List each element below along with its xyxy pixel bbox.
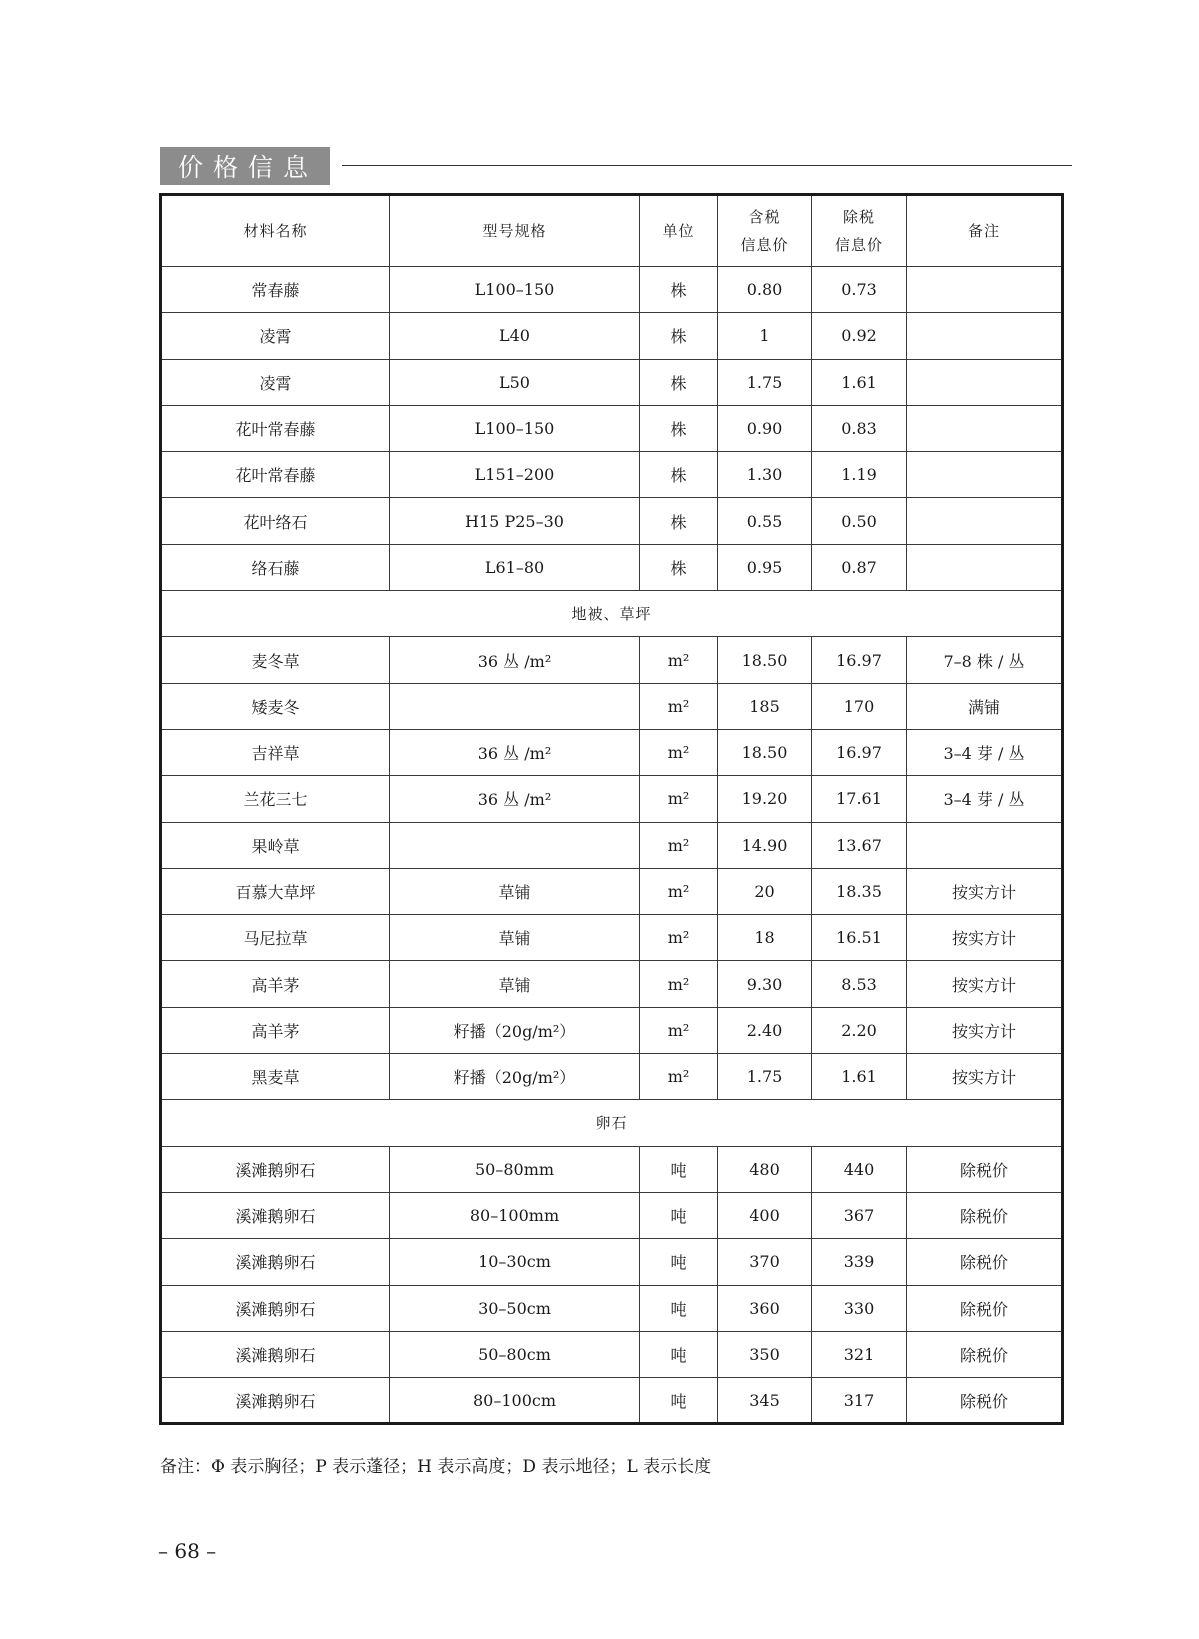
cell-tax-incl-price: 2.40 (718, 1007, 812, 1053)
cell-remark (907, 452, 1063, 498)
cell-remark: 按实方计 (907, 868, 1063, 914)
cell-tax-excl-price: 170 (812, 683, 907, 729)
col-header-tax-incl-line2: 信息价 (740, 236, 789, 254)
cell-name: 矮麦冬 (161, 683, 390, 729)
cell-tax-excl-price: 440 (812, 1146, 907, 1192)
cell-tax-incl-price: 345 (718, 1378, 812, 1424)
cell-tax-incl-price: 350 (718, 1331, 812, 1377)
cell-tax-excl-price: 0.83 (812, 405, 907, 451)
cell-name: 麦冬草 (161, 637, 390, 683)
table-row (161, 1239, 1063, 1285)
cell-name: 兰花三七 (161, 776, 390, 822)
cell-tax-incl-price: 20 (718, 868, 812, 914)
cell-name: 溪滩鹅卵石 (161, 1192, 390, 1238)
cell-name: 百慕大草坪 (161, 868, 390, 914)
cell-unit: 株 (640, 498, 718, 544)
col-header-tax-excl-line2: 信息价 (834, 236, 883, 254)
table-row (161, 1331, 1063, 1377)
cell-unit: 吨 (640, 1239, 718, 1285)
cell-spec (390, 683, 640, 729)
cell-name: 凌霄 (161, 359, 390, 405)
cell-tax-incl-price: 0.55 (718, 498, 812, 544)
cell-spec: L151–200 (390, 452, 640, 498)
group-row (161, 1100, 1063, 1146)
cell-unit: 株 (640, 405, 718, 451)
cell-unit: m² (640, 961, 718, 1007)
cell-tax-incl-price: 18.50 (718, 637, 812, 683)
cell-tax-excl-price: 17.61 (812, 776, 907, 822)
cell-tax-excl-price: 1.19 (812, 452, 907, 498)
cell-unit: 株 (640, 359, 718, 405)
cell-tax-incl-price: 360 (718, 1285, 812, 1331)
cell-tax-incl-price: 370 (718, 1239, 812, 1285)
cell-unit: 吨 (640, 1192, 718, 1238)
cell-spec: 30–50cm (390, 1285, 640, 1331)
cell-unit: 株 (640, 452, 718, 498)
cell-name: 花叶络石 (161, 498, 390, 544)
cell-unit: m² (640, 776, 718, 822)
section-header (160, 147, 1072, 185)
table-row (161, 313, 1063, 359)
table-row (161, 1054, 1063, 1100)
cell-unit: 吨 (640, 1285, 718, 1331)
cell-tax-incl-price: 400 (718, 1192, 812, 1238)
cell-remark (907, 313, 1063, 359)
group-label: 地被、草坪 (161, 591, 1063, 637)
cell-spec: 草铺 (390, 915, 640, 961)
table-row (161, 452, 1063, 498)
footnote: 备注：Φ 表示胸径；P 表示蓬径；H 表示高度；D 表示地径；L 表示长度 (160, 1457, 712, 1477)
cell-spec: L40 (390, 313, 640, 359)
cell-spec: L100–150 (390, 267, 640, 313)
cell-tax-excl-price: 0.50 (812, 498, 907, 544)
table-body (161, 267, 1063, 1424)
cell-remark: 3–4 芽 / 丛 (907, 729, 1063, 775)
cell-tax-excl-price: 16.97 (812, 637, 907, 683)
col-header-tax-excl (812, 195, 907, 267)
cell-name: 高羊茅 (161, 1007, 390, 1053)
table-row (161, 1146, 1063, 1192)
col-header-remark: 备注 (907, 195, 1063, 267)
cell-tax-incl-price: 0.90 (718, 405, 812, 451)
cell-remark: 除税价 (907, 1285, 1063, 1331)
cell-unit: m² (640, 1054, 718, 1100)
cell-unit: m² (640, 683, 718, 729)
cell-spec (390, 822, 640, 868)
cell-tax-incl-price: 1.30 (718, 452, 812, 498)
cell-tax-excl-price: 339 (812, 1239, 907, 1285)
cell-name: 吉祥草 (161, 729, 390, 775)
cell-spec: 50–80cm (390, 1331, 640, 1377)
cell-tax-excl-price: 1.61 (812, 359, 907, 405)
cell-remark: 3–4 芽 / 丛 (907, 776, 1063, 822)
table-row (161, 729, 1063, 775)
cell-tax-incl-price: 185 (718, 683, 812, 729)
cell-name: 凌霄 (161, 313, 390, 359)
cell-name: 花叶常春藤 (161, 405, 390, 451)
cell-spec: 50–80mm (390, 1146, 640, 1192)
cell-spec: 36 丛 /m² (390, 637, 640, 683)
cell-remark: 除税价 (907, 1378, 1063, 1424)
cell-unit: 吨 (640, 1146, 718, 1192)
cell-spec: 籽播（20g/m²） (390, 1007, 640, 1053)
cell-unit: m² (640, 822, 718, 868)
cell-unit: m² (640, 915, 718, 961)
cell-tax-incl-price: 1.75 (718, 1054, 812, 1100)
cell-remark: 满铺 (907, 683, 1063, 729)
table-row (161, 637, 1063, 683)
header-rule (342, 165, 1072, 166)
cell-name: 溪滩鹅卵石 (161, 1239, 390, 1285)
cell-tax-incl-price: 0.95 (718, 544, 812, 590)
price-table (159, 193, 1064, 1425)
cell-spec: 80–100cm (390, 1378, 640, 1424)
group-label: 卵石 (161, 1100, 1063, 1146)
table-row (161, 1378, 1063, 1424)
cell-name: 溪滩鹅卵石 (161, 1331, 390, 1377)
cell-remark: 按实方计 (907, 1054, 1063, 1100)
table-row (161, 961, 1063, 1007)
table-row (161, 683, 1063, 729)
col-header-unit: 单位 (640, 195, 718, 267)
table-row (161, 1192, 1063, 1238)
cell-name: 花叶常春藤 (161, 452, 390, 498)
cell-remark: 除税价 (907, 1331, 1063, 1377)
cell-unit: m² (640, 729, 718, 775)
cell-unit: 吨 (640, 1378, 718, 1424)
cell-name: 溪滩鹅卵石 (161, 1378, 390, 1424)
table-row (161, 1285, 1063, 1331)
table-row (161, 822, 1063, 868)
cell-tax-incl-price: 18.50 (718, 729, 812, 775)
cell-spec: 36 丛 /m² (390, 776, 640, 822)
cell-unit: m² (640, 637, 718, 683)
col-header-tax-excl-line1: 除税 (842, 208, 875, 226)
cell-tax-excl-price: 18.35 (812, 868, 907, 914)
group-row (161, 591, 1063, 637)
cell-tax-excl-price: 0.87 (812, 544, 907, 590)
cell-remark: 按实方计 (907, 915, 1063, 961)
cell-spec: H15 P25–30 (390, 498, 640, 544)
cell-tax-excl-price: 367 (812, 1192, 907, 1238)
cell-tax-excl-price: 0.73 (812, 267, 907, 313)
table-row (161, 544, 1063, 590)
cell-spec: 10–30cm (390, 1239, 640, 1285)
col-header-name: 材料名称 (161, 195, 390, 267)
cell-tax-incl-price: 1 (718, 313, 812, 359)
table-row (161, 776, 1063, 822)
cell-spec: L61–80 (390, 544, 640, 590)
page-number: – 68 – (158, 1539, 217, 1563)
cell-name: 络石藤 (161, 544, 390, 590)
cell-unit: m² (640, 1007, 718, 1053)
col-header-tax-incl (718, 195, 812, 267)
cell-tax-incl-price: 480 (718, 1146, 812, 1192)
cell-tax-incl-price: 1.75 (718, 359, 812, 405)
cell-tax-incl-price: 9.30 (718, 961, 812, 1007)
cell-tax-excl-price: 16.51 (812, 915, 907, 961)
cell-spec: 草铺 (390, 868, 640, 914)
table-row (161, 868, 1063, 914)
cell-remark: 按实方计 (907, 1007, 1063, 1053)
table-row (161, 267, 1063, 313)
cell-remark (907, 405, 1063, 451)
cell-remark: 7–8 株 / 丛 (907, 637, 1063, 683)
cell-tax-excl-price: 321 (812, 1331, 907, 1377)
cell-tax-excl-price: 330 (812, 1285, 907, 1331)
cell-remark: 除税价 (907, 1239, 1063, 1285)
cell-remark (907, 267, 1063, 313)
table-row (161, 915, 1063, 961)
cell-tax-excl-price: 0.92 (812, 313, 907, 359)
cell-spec: 籽播（20g/m²） (390, 1054, 640, 1100)
cell-unit: 株 (640, 267, 718, 313)
cell-remark: 除税价 (907, 1146, 1063, 1192)
table-row (161, 359, 1063, 405)
cell-tax-excl-price: 1.61 (812, 1054, 907, 1100)
cell-spec: 36 丛 /m² (390, 729, 640, 775)
cell-remark (907, 544, 1063, 590)
col-header-spec: 型号规格 (390, 195, 640, 267)
cell-tax-excl-price: 8.53 (812, 961, 907, 1007)
cell-tax-excl-price: 16.97 (812, 729, 907, 775)
cell-tax-excl-price: 2.20 (812, 1007, 907, 1053)
table-row (161, 498, 1063, 544)
cell-unit: m² (640, 868, 718, 914)
cell-remark (907, 822, 1063, 868)
cell-remark: 按实方计 (907, 961, 1063, 1007)
cell-spec: 草铺 (390, 961, 640, 1007)
cell-remark: 除税价 (907, 1192, 1063, 1238)
col-header-tax-incl-line1: 含税 (748, 208, 781, 226)
cell-spec: 80–100mm (390, 1192, 640, 1238)
cell-tax-excl-price: 317 (812, 1378, 907, 1424)
cell-tax-excl-price: 13.67 (812, 822, 907, 868)
cell-spec: L50 (390, 359, 640, 405)
cell-remark (907, 498, 1063, 544)
cell-name: 高羊茅 (161, 961, 390, 1007)
cell-tax-incl-price: 0.80 (718, 267, 812, 313)
table-row (161, 1007, 1063, 1053)
cell-name: 马尼拉草 (161, 915, 390, 961)
cell-name: 果岭草 (161, 822, 390, 868)
cell-name: 溪滩鹅卵石 (161, 1285, 390, 1331)
section-title: 价格信息 (160, 147, 330, 185)
cell-name: 黑麦草 (161, 1054, 390, 1100)
cell-name: 常春藤 (161, 267, 390, 313)
cell-unit: 株 (640, 544, 718, 590)
cell-unit: 株 (640, 313, 718, 359)
cell-spec: L100–150 (390, 405, 640, 451)
table-header-row (161, 195, 1063, 267)
cell-remark (907, 359, 1063, 405)
cell-tax-incl-price: 18 (718, 915, 812, 961)
cell-tax-incl-price: 19.20 (718, 776, 812, 822)
cell-tax-incl-price: 14.90 (718, 822, 812, 868)
cell-unit: 吨 (640, 1331, 718, 1377)
table-row (161, 405, 1063, 451)
cell-name: 溪滩鹅卵石 (161, 1146, 390, 1192)
